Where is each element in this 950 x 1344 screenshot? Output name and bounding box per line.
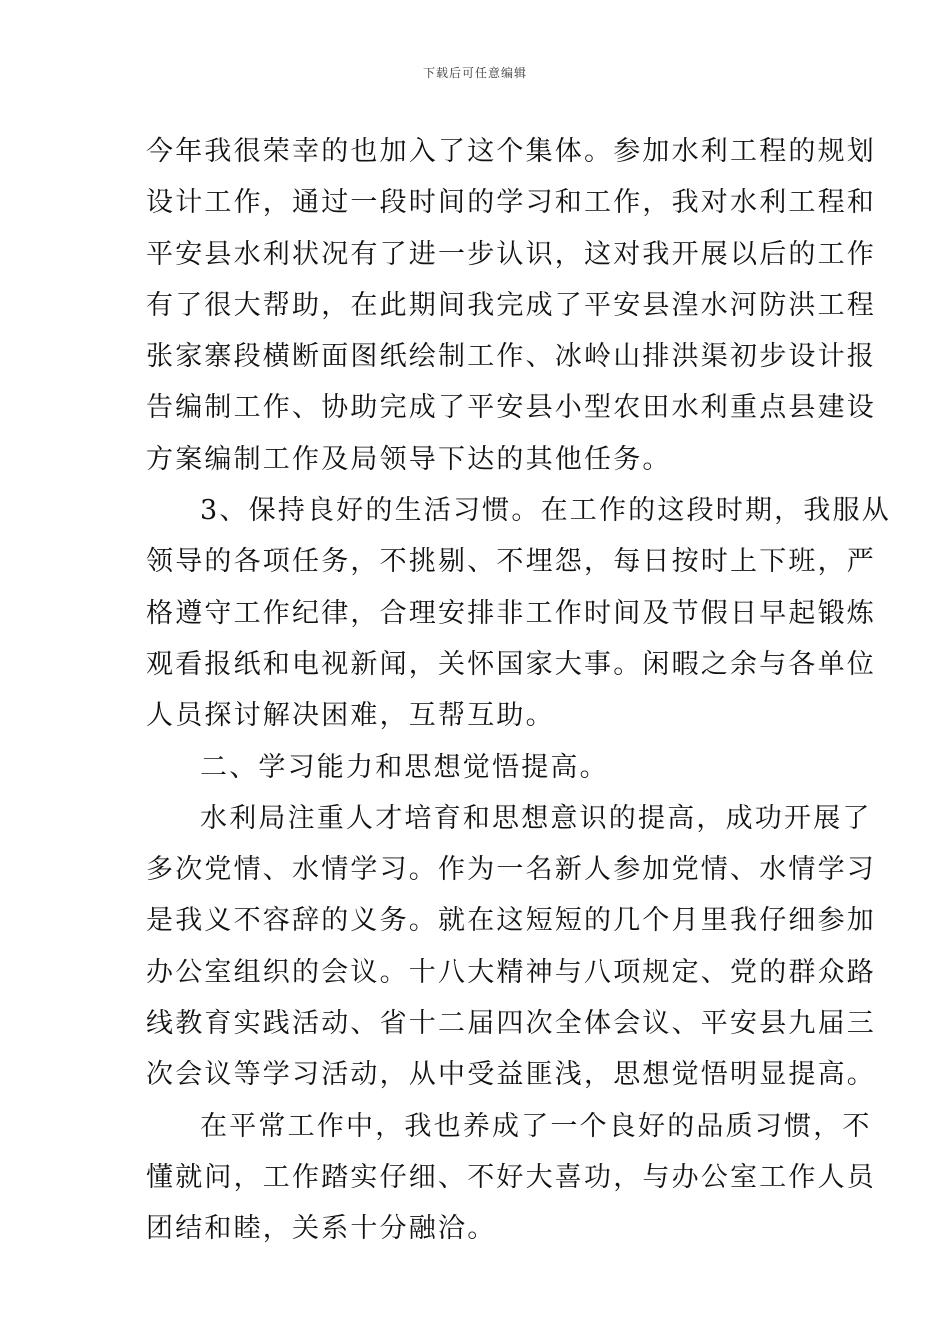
text-line: 办公室组织的会议。十八大精神与八项规定、党的群众路 (146, 956, 876, 988)
text-line: 3、保持良好的生活习惯。在工作的这段时期，我服从 (200, 495, 891, 527)
text-line: 设计工作，通过一段时间的学习和工作，我对水利工程和 (146, 187, 876, 219)
text-line: 次会议等学习活动，从中受益匪浅，思想觉悟明显提高。 (146, 1059, 876, 1091)
text-line: 领导的各项任务，不挑剔、不埋怨，每日按时上下班，严 (146, 546, 876, 578)
text-line: 是我义不容辞的义务。就在这短短的几个月里我仔细参加 (146, 905, 876, 937)
document-body (146, 126, 891, 1255)
text-line: 二、学习能力和思想觉悟提高。 (200, 751, 609, 783)
text-line: 告编制工作、协助完成了平安县小型农田水利重点县建设 (146, 392, 876, 424)
text-line: 方案编制工作及局领导下达的其他任务。 (146, 443, 672, 475)
text-line: 在平常工作中，我也养成了一个良好的品质习惯，不 (200, 1110, 872, 1142)
text-line: 格遵守工作纪律，合理安排非工作时间及节假日早起锻炼 (146, 597, 876, 629)
text-line: 多次党情、水情学习。作为一名新人参加党情、水情学习 (146, 854, 876, 886)
page-header: 下载后可任意编辑 (422, 66, 527, 80)
text-line: 有了很大帮助，在此期间我完成了平安县湟水河防洪工程 (146, 289, 876, 321)
text-line: 线教育实践活动、省十二届四次全体会议、平安县九届三 (146, 1008, 876, 1040)
text-line: 团结和睦，关系十分融洽。 (146, 1213, 497, 1245)
text-line: 张家寨段横断面图纸绘制工作、冰岭山排洪渠初步设计报 (146, 341, 876, 373)
text-line: 平安县水利状况有了进一步认识，这对我开展以后的工作 (146, 238, 876, 270)
text-line: 人员探讨解决困难，互帮互助。 (146, 700, 555, 732)
text-line: 观看报纸和电视新闻，关怀国家大事。闲暇之余与各单位 (146, 648, 876, 680)
text-line: 懂就问，工作踏实仔细、不好大喜功，与办公室工作人员 (146, 1161, 876, 1193)
text-line: 今年我很荣幸的也加入了这个集体。参加水利工程的规划 (146, 136, 876, 167)
text-line: 水利局注重人才培育和思想意识的提高，成功开展了 (200, 802, 872, 834)
